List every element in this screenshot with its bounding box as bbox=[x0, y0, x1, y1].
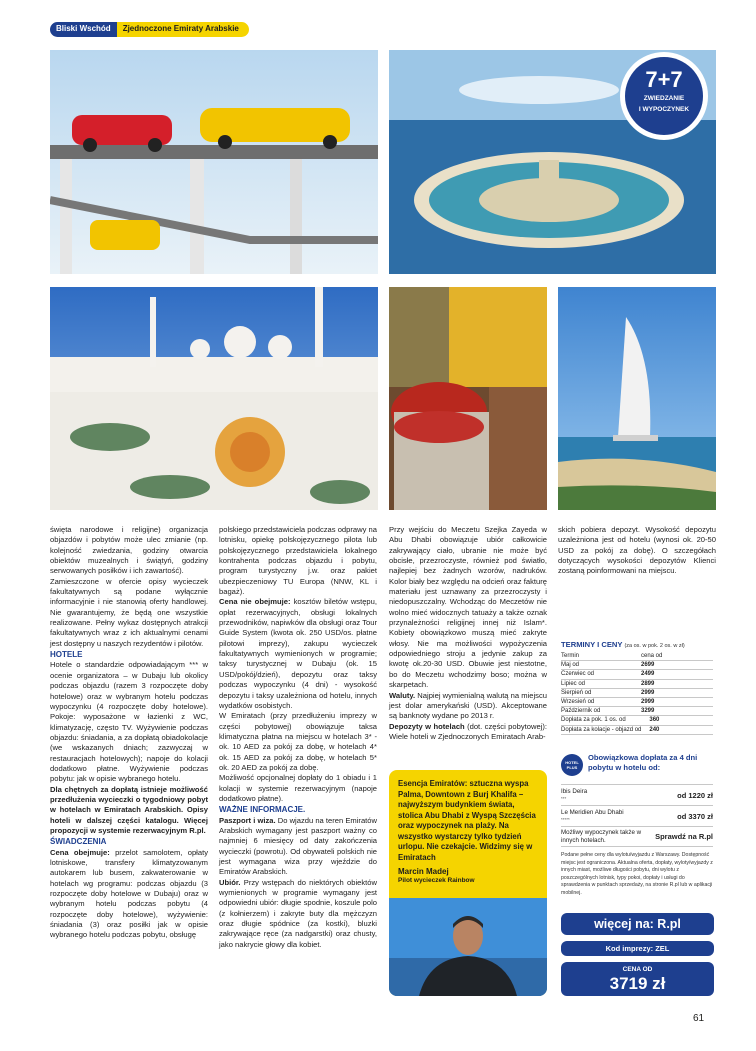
badge-text-1: ZWIEDZANIE bbox=[643, 95, 685, 102]
photo-mosque bbox=[50, 287, 378, 510]
hotel-price: od 3370 zł bbox=[677, 811, 713, 821]
price-value: 3719 zł bbox=[609, 974, 666, 993]
not-included-label: Cena nie obejmuje: bbox=[219, 597, 291, 607]
price-label: CENA OD bbox=[622, 966, 653, 973]
hotel-stars: ***** bbox=[561, 817, 570, 822]
term-label: Czerwiec od bbox=[561, 671, 595, 678]
deposits-label: Depozyty w hotelach bbox=[389, 721, 465, 731]
important-info-heading: WAŻNE INFORMACJE. bbox=[219, 805, 306, 815]
passport-label: Paszport i wiza. bbox=[219, 815, 276, 825]
price-col-header: cena od bbox=[641, 653, 663, 659]
term-label: Maj od bbox=[561, 662, 580, 669]
dress-label: Ubiór. bbox=[219, 877, 241, 887]
quote-author: Marcin Madej bbox=[398, 867, 449, 876]
tour-badge bbox=[620, 52, 708, 140]
terms-title bbox=[561, 640, 685, 649]
hotel-name: Możliwy wypoczynek także w innych hotelach. bbox=[561, 829, 642, 844]
table-row bbox=[561, 726, 713, 735]
column-2 bbox=[219, 525, 377, 950]
country-tag: Zjednoczone Emiraty Arabskie bbox=[117, 22, 249, 37]
col2-paragraph bbox=[219, 816, 377, 878]
col3-paragraph bbox=[389, 691, 547, 722]
table-row bbox=[561, 707, 713, 716]
term-price: 3299 bbox=[641, 708, 655, 715]
term-price: 360 bbox=[649, 717, 660, 724]
term-price: 2999 bbox=[641, 698, 655, 705]
col2-paragraph bbox=[219, 597, 377, 711]
logo-line-1: HOTEL bbox=[565, 760, 579, 765]
not-included-text: kosztów biletów wstępu, opłat rezerwacyjnych, obsługi lokalnych przewodników, napiwków dla obsługi oraz Tour Guide System (kwota ok. 250 USD/os. płatne pilotowi imprezy), zakupu wycieczek fakultatywnych wymienionych w programie; taksy turystycznej w Dubaju (ok. 15 USD/pokój/dzień), depozytu oraz taksy podczas wypoczynku (4 dni) - wysokość depozytu i taksy uzależniona od hotelu, innych wydatków osobistych. bbox=[219, 597, 377, 710]
hotel-price[interactable]: Sprawdź na R.pl bbox=[655, 832, 713, 841]
price-badge bbox=[561, 962, 714, 996]
term-price: 240 bbox=[649, 726, 660, 733]
passport-text: Do wjazdu na teren Emiratów Arabskich wymagany jest paszport ważny co najmniej 6 miesięcy od daty zakończenia wycieczki (powrotu). Od obywateli polskich nie jest wymagana wiza przy wjeździe do Emiratów Arabskich. bbox=[219, 815, 378, 877]
column-1 bbox=[50, 525, 208, 941]
included-label: Cena obejmuje: bbox=[50, 847, 110, 857]
quote-role: Pilot wycieczek Rainbow bbox=[398, 877, 475, 884]
hotel-stars: *** bbox=[561, 796, 567, 801]
col1-paragraph: Hotele o standardzie odpowiadającym *** w ocenie organizatora – w Dubaju lub okolicy podczas objazdu (razem 3 rozpoczęte doby hotelowe) oraz w wybranym hotelu podczas wypoczynku (4 rozpoczęte doby hotelowe). Pokoje: wyposażone w łazienki z WC, klimatyzację, często TV. Wyżywienie podczas objazdu: śniadania, a za dopłatą obiadokolacje (we wskazanych dniach; zazwyczaj w restauracjach hotelowych); napoje do kolacji dodatkowo płatne. Wyżywienie podczas pobytu: jak w opisie wybranego hotelu. bbox=[50, 660, 208, 784]
services-heading: ŚWIADCZENIA bbox=[50, 837, 107, 847]
col1-extension-note: Dla chętnych za dopłatą istnieje możliwość przedłużenia wycieczki o tygodniowy pobyt w hotelach w Emiratach Arabskich. Opisy hoteli w dalszej części katalogu. Więcej propozycji w systemie rezerwacyjnym R.pl. bbox=[50, 784, 208, 835]
col3-paragraph bbox=[389, 722, 547, 743]
term-label: Sierpień od bbox=[561, 689, 592, 696]
guide-photo bbox=[389, 898, 547, 996]
terms-header-row bbox=[561, 652, 713, 661]
photo-roller-coaster bbox=[50, 50, 378, 274]
col1-paragraph bbox=[50, 848, 208, 941]
hotel-name: Ibis Deira bbox=[561, 787, 588, 795]
obligatory-text bbox=[588, 753, 697, 773]
col2-paragraph bbox=[219, 878, 377, 950]
term-label: Dopłata za kolacje - objazd od bbox=[561, 726, 642, 733]
hotels-heading: HOTELE bbox=[50, 650, 83, 660]
table-row bbox=[561, 689, 713, 698]
photo-spices bbox=[389, 287, 547, 510]
currency-text: Najpiej wymienialną walutą na miejscu jest dolar amerykański (USD). Akceptowane są banknoty wydane po 2013 r. bbox=[389, 690, 547, 721]
column-3 bbox=[389, 525, 547, 742]
region-tag: Bliski Wschód bbox=[50, 22, 117, 37]
term-label: Październik od bbox=[561, 708, 601, 715]
page-number: 61 bbox=[693, 1013, 705, 1024]
col2-paragraph: polskiego przedstawiciela podczas odprawy na lotnisku, opiekę polskojęzycznego pilota lub polskojęzycznego przedstawiciela lokalnego kontrahenta podczas objazdu i pobytu, program turystyczny j.w. oraz pakiet ubezpieczeniowy TU Europa (NNW, KL i bagaż). bbox=[219, 525, 377, 597]
tour-code-badge: Kod imprezy: ZEL bbox=[561, 941, 714, 956]
table-row bbox=[561, 716, 713, 725]
price-note: Podane pełne ceny dla wylotu/wyjazdu z Warszawy. Dostępność miejsc jest ograniczona. Aktualna oferta, dopłaty, wyloty/wyjazdy z innych miast, możliwe długości pobytu, dni wylotu z poszczególnych lotnisk, typy pokoi, dopłaty i usługi do sprawdzenia w punktach sprzedaży, na stronie R.pl lub w aplikacji mobilnej. bbox=[561, 852, 713, 896]
obligatory-supplement bbox=[561, 752, 713, 782]
currency-label: Waluty. bbox=[389, 690, 416, 700]
hotel-list bbox=[561, 784, 713, 847]
list-item bbox=[561, 805, 713, 826]
terms-title-text: TERMINY I CENY bbox=[561, 640, 623, 649]
hotel-price: od 1220 zł bbox=[677, 790, 713, 800]
term-price: 2899 bbox=[641, 680, 655, 687]
section-tags bbox=[50, 22, 249, 37]
col2-paragraph: W Emiratach (przy przedłużeniu imprezy w części pobytowej) obowiązuje taksa klimatyczna płatna na miejscu w hotelach 3* - ok. 10 AED za pokój za dobę, w hotelach 4* ok. 15 AED za pokój za dobę, w hotelach 5* ok. 20 AED za pokój za dobę. bbox=[219, 711, 377, 772]
table-row bbox=[561, 698, 713, 707]
term-price: 2499 bbox=[641, 671, 655, 678]
col4-paragraph: skich pobiera depozyt. Wysokość depozytu uzależniona jest od hotelu (wynosi ok. 20-50 USD za pokój za dobę). O szczegółach dotyczących wysokości depozytów Klienci zostaną poinformowani na miejscu. bbox=[558, 525, 716, 576]
obligatory-text-1: Obowiązkowa dopłata za 4 dni bbox=[588, 753, 698, 762]
column-4 bbox=[558, 525, 716, 577]
dress-text: Przy wstępach do niektórych obiektów wymienionych w programie wymagany jest odpowiedni ubiór: długie spodnie, koszule polo (z kołnierzem) i zakryte buty dla mężczyzn oraz długie spódnice (za kostki), bluzki zakrywające ręce (za nadgarstki) oraz chusty, jako nakrycie głowy dla kobiet. bbox=[219, 877, 377, 949]
col3-paragraph: Przy wejściu do Meczetu Szejka Zayeda w Abu Dhabi obowiązuje ubiór całkowicie zakrywający ciało, ubranie nie może być obcisłe, przezroczyste, również pod światło, najlepiej bez żadnych wzorów, nadruków. Kolor biały bez względu na odcień oraz fakturę materiału jest uznawany za przezroczysty i niedopuszczalny. Wchodząc do Meczetów nie wolno mieć widocznych tatuaży a także oznak przynależności religijnej innej niż Islam*. Kobiety obowiązkowo muszą mieć zakryte włosy. Nie ma możliwości wypożyczenia odpowiedniego stroju a jedynie zakup za kwotę ok.20-30 USD. Obuwie jest niestotne, bo do Meczetu wchodzimy boso; można w skarpetach. bbox=[389, 525, 547, 690]
table-row bbox=[561, 670, 713, 679]
col2-paragraph: Możliwość opcjonalnej dopłaty do 1 obiadu i 1 kolacji w systemie rezerwacyjnym (napoje dodatkowo płatne). bbox=[219, 773, 377, 803]
obligatory-text-2: pobytu w hotelu od: bbox=[588, 763, 661, 772]
photo-burj-al-arab bbox=[558, 287, 716, 510]
term-label: Wrzesień od bbox=[561, 698, 595, 705]
list-item bbox=[561, 784, 713, 805]
deposits-text: (dot. części pobytowej): Wiele hoteli w Zjednoczonych Emiratach Arab- bbox=[389, 721, 547, 741]
terms-table bbox=[561, 652, 713, 735]
terms-subtitle: (za os. w pok. 2 os. w zł) bbox=[624, 643, 685, 649]
term-label: Lipiec od bbox=[561, 680, 586, 687]
term-label: Dopłata za pok. 1 os. od bbox=[561, 717, 626, 724]
col1-paragraph: Zamieszczone w ofercie opisy wycieczek fakultatywnych są podane wyłącznie informacyjnie i nie stanowią oferty handlowej. Nie gwarantujemy, że będą one wszystkie realizowane. Pełny wykaz dostępnych atrakcji fakultatywnych wraz z ich aktualnymi cenami jest dostępny u naszych rezydentów i pilotów. bbox=[50, 576, 208, 648]
guide-quote-box bbox=[389, 770, 547, 996]
logo-line-2: PLUS bbox=[566, 765, 578, 770]
table-row bbox=[561, 661, 713, 670]
list-item bbox=[561, 826, 713, 847]
table-row bbox=[561, 680, 713, 689]
term-price: 2699 bbox=[641, 662, 655, 669]
quote-text: Esencja Emiratów: sztuczna wyspa Palma, Downtown z Burj Khalifa – najwyższym budynkiem świata, stolica Abu Dhabi z Wyspą Szczęścia oraz wypoczynek na plaży. Na wszystko wystarczy tylko tydzień urlopu. Nie czekajcie. Widzimy się w Emiratach bbox=[398, 779, 536, 862]
badge-number: 7+7 bbox=[645, 67, 683, 92]
term-col-header: Termin bbox=[561, 653, 580, 659]
term-price: 2999 bbox=[641, 689, 655, 696]
hotel-plus-logo bbox=[561, 754, 583, 776]
more-link-button[interactable]: więcej na: R.pl bbox=[561, 913, 714, 935]
col1-paragraph: święta narodowe i religijne) organizacja objazdów i pobytów może ulec zmianie (np. kolejność zwiedzania, godziny otwarcia obiektów muzealnych i świątyń, godziny serwowanych posiłków i ich zawartość). bbox=[50, 525, 208, 576]
hotel-name: Le Meridien Abu Dhabi bbox=[561, 808, 624, 816]
badge-text-2: I WYPOCZYNEK bbox=[638, 106, 690, 113]
included-text: przelot samolotem, opłaty lotniskowe, transfery klimatyzowanym autokarem lub busem, zakwaterowanie w hotelach wg programu: podczas objazdu (3 rozpoczęte doby hotelowe w Dubaju) oraz w wybranym hotelu podczas pobytu (4 rozpoczęte doby hotelowe), wyżywienie: śniadania (3) oraz posiłki jak w opisie wybranego hotelu podczas pobytu, obsługę bbox=[50, 847, 208, 940]
